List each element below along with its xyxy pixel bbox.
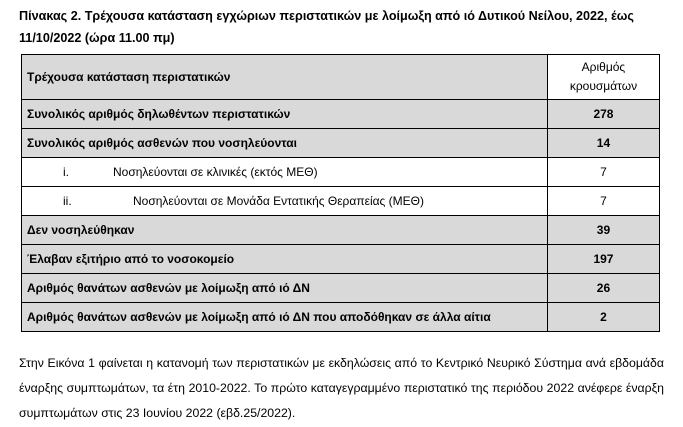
table-row — [22, 303, 660, 332]
row-label: Νοσηλεύονται σε κλινικές (εκτός ΜΕΘ) — [113, 165, 318, 179]
row-value: 2 — [547, 303, 659, 332]
caption-line-1: Πίνακας 2. Τρέχουσα κατάσταση εγχώριων περιστατικών με λοίμωξη από ιό Δυτικού Νείλου, 2022, έως — [19, 9, 634, 23]
body-paragraph: Στην Εικόνα 1 φαίνεται η κατανομή των περιστατικών με εκδηλώσεις από το Κεντρικό Νευρικό Σύστημα ανά εβδομάδα έναρξης συμπτωμάτων, τα έτη 2010-2022. Το πρώτο καταγεγραμμένο περιστατικό της περιόδου 2022 ανέφερε έναρξη συμπτωμάτων στις 23 Ιουνίου 2022 (εβδ.25/2022). — [19, 356, 664, 420]
row-label-cell — [22, 187, 548, 216]
row-marker: ii. — [63, 194, 72, 208]
table-header-row — [22, 55, 660, 100]
row-label: Νοσηλεύονται σε Μονάδα Εντατικής Θεραπείας (ΜΕΘ) — [133, 194, 424, 208]
header-count-cell — [547, 55, 659, 100]
table-row — [22, 100, 660, 129]
row-label: Συνολικός αριθμός ασθενών που νοσηλεύονται — [22, 129, 548, 158]
row-value: 278 — [547, 100, 659, 129]
table-row — [22, 187, 660, 216]
table-row — [22, 129, 660, 158]
cases-status-table — [21, 54, 660, 332]
header-status-cell — [22, 55, 548, 100]
table-row — [22, 216, 660, 245]
header-count-line-1: Αριθμός — [581, 60, 626, 74]
row-value: 7 — [547, 187, 659, 216]
row-value: 197 — [547, 245, 659, 274]
row-value: 14 — [547, 129, 659, 158]
table-row — [22, 158, 660, 187]
header-status-label: Τρέχουσα κατάσταση περιστατικών — [27, 70, 231, 84]
row-label: Δεν νοσηλεύθηκαν — [22, 216, 548, 245]
row-label: Έλαβαν εξιτήριο από το νοσοκομείο — [22, 245, 548, 274]
table-row — [22, 245, 660, 274]
row-label-cell — [22, 158, 548, 187]
table-caption — [19, 5, 669, 49]
row-label: Αριθμός θανάτων ασθενών με λοίμωξη από ιό ΔΝ που αποδόθηκαν σε άλλα αίτια — [22, 303, 548, 332]
row-label: Αριθμός θανάτων ασθενών με λοίμωξη από ιό ΔΝ — [22, 274, 548, 303]
table-row — [22, 274, 660, 303]
header-count-line-2: κρουσμάτων — [569, 79, 638, 93]
row-value: 39 — [547, 216, 659, 245]
caption-line-2: 11/10/2022 (ώρα 11.00 πμ) — [19, 31, 175, 45]
row-marker: i. — [63, 165, 69, 179]
row-value: 7 — [547, 158, 659, 187]
row-value: 26 — [547, 274, 659, 303]
row-label: Συνολικός αριθμός δηλωθέντων περιστατικών — [22, 100, 548, 129]
